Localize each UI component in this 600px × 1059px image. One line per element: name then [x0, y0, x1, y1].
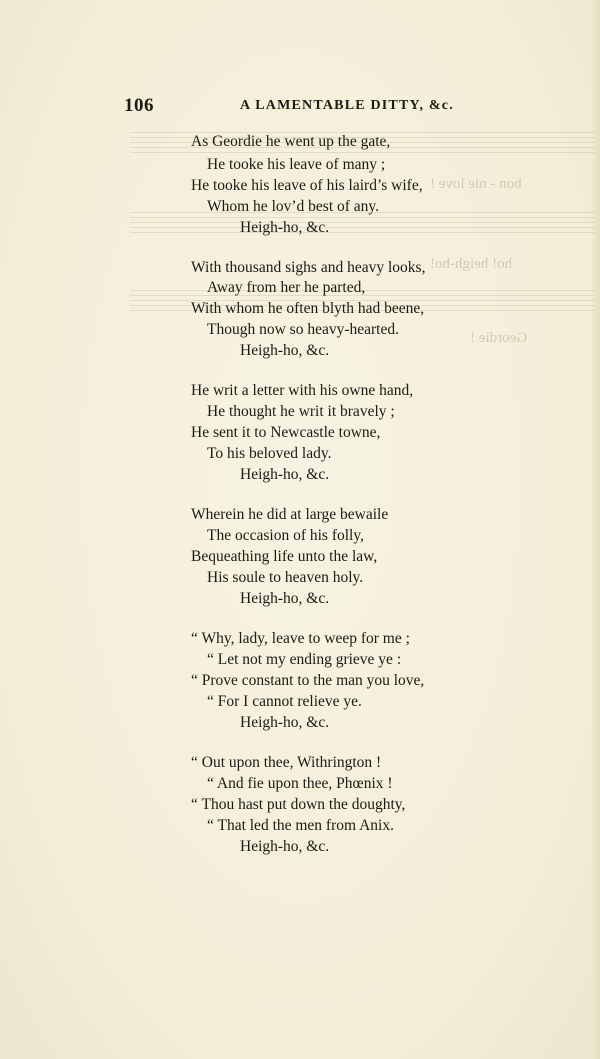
refrain-line: Heigh-ho, &c.: [240, 838, 330, 855]
verse-line: Wherein he did at large bewaile: [191, 506, 389, 523]
verse-line: “ Why, lady, leave to weep for me ;: [191, 630, 410, 647]
verse-line: Away from her he parted,: [207, 279, 366, 296]
bleed-through-text: bon - nie love !: [430, 176, 522, 192]
refrain-line: Heigh-ho, &c.: [240, 342, 330, 359]
verse-line: “ Prove constant to the man you love,: [191, 672, 425, 689]
bleed-through-text: Geordie !: [470, 330, 528, 346]
verse-line: As Geordie he went up the gate,: [191, 133, 391, 150]
page-edge: [592, 0, 600, 1059]
bleed-through-text: ho! heigh-ho!: [430, 256, 513, 272]
verse-line: Whom he lov’d best of any.: [207, 198, 380, 215]
verse-line: With whom he often blyth had beene,: [191, 300, 425, 317]
verse-line: Though now so heavy-hearted.: [207, 321, 399, 338]
verse-line: He sent it to Newcastle towne,: [191, 424, 381, 441]
page-header: [0, 95, 600, 119]
verse-line: Bequeathing life unto the law,: [191, 548, 378, 565]
verse-line: “ For I cannot relieve ye.: [207, 693, 362, 710]
verse-line: To his beloved lady.: [207, 445, 332, 462]
refrain-line: Heigh-ho, &c.: [240, 466, 330, 483]
verse-line: “ That led the men from Anix.: [207, 817, 394, 834]
verse-line: “ And fie upon thee, Phœnix !: [207, 775, 393, 792]
verse-line: “ Out upon thee, Withrington !: [191, 754, 382, 771]
page-number: 106: [124, 95, 154, 116]
verse-line: He writ a letter with his owne hand,: [191, 382, 414, 399]
verse-line: With thousand sighs and heavy looks,: [191, 259, 426, 276]
verse-line: The occasion of his folly,: [207, 527, 364, 544]
verse-line: “ Thou hast put down the doughty,: [191, 796, 406, 813]
verse-line: He tooke his leave of many ;: [207, 156, 386, 173]
refrain-line: Heigh-ho, &c.: [240, 714, 330, 731]
running-title: A LAMENTABLE DITTY, &c.: [240, 98, 454, 113]
refrain-line: Heigh-ho, &c.: [240, 590, 330, 607]
verse-line: His soule to heaven holy.: [207, 569, 364, 586]
verse-line: He tooke his leave of his laird’s wife,: [191, 177, 423, 194]
verse-line: He thought he writ it bravely ;: [207, 403, 395, 420]
verse-line: “ Let not my ending grieve ye :: [207, 651, 402, 668]
refrain-line: Heigh-ho, &c.: [240, 219, 330, 236]
